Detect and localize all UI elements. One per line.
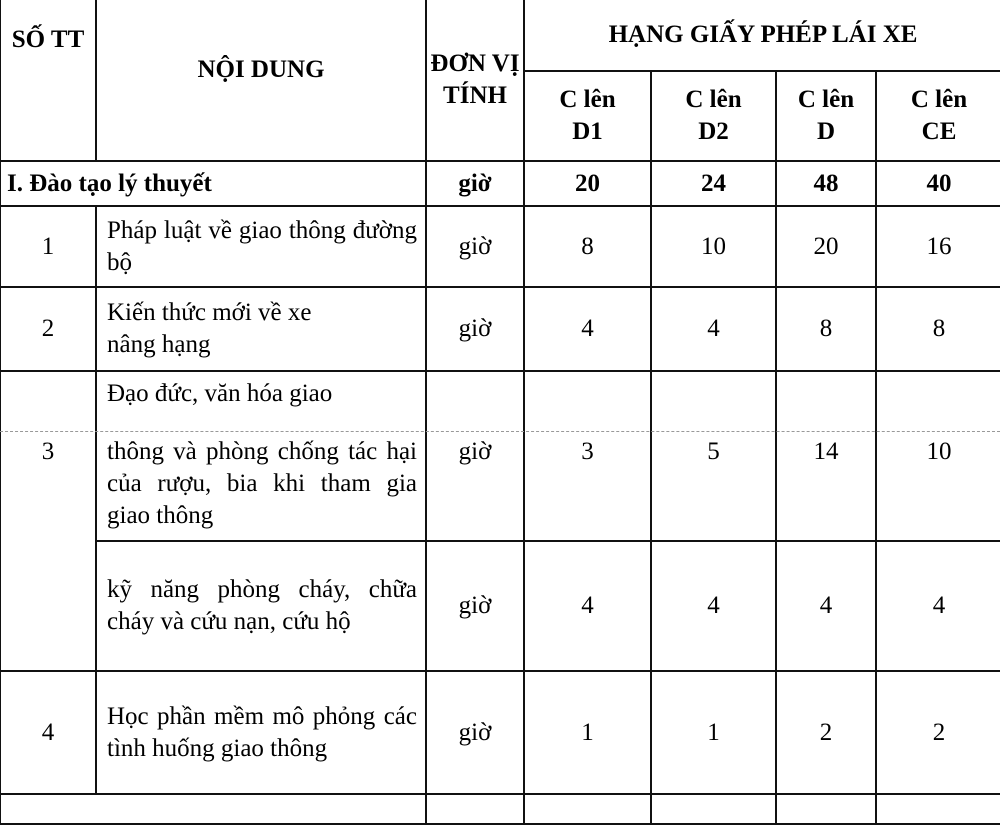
table-row [0, 541, 1000, 671]
section-row [0, 161, 1000, 206]
row-value: 2 [776, 671, 876, 794]
section-value: 20 [524, 161, 651, 206]
header-class: C lên CE [876, 71, 1000, 161]
page-break-line [0, 431, 1000, 432]
empty-cell [426, 794, 524, 824]
row-no: 3 [0, 371, 96, 671]
row-value: 2 [876, 671, 1000, 794]
row-content: Kiến thức mới về xe nâng hạng [96, 287, 426, 371]
row-value: 4 [651, 541, 776, 671]
row-value: 8 [876, 287, 1000, 371]
row-content [96, 371, 426, 541]
row-value: 8 [524, 206, 651, 287]
row-unit: giờ [426, 541, 524, 671]
table-row [0, 794, 1000, 824]
row-value: 10 [651, 206, 776, 287]
header-hang-gplx: HẠNG GIẤY PHÉP LÁI XE [524, 0, 1000, 71]
empty-cell [776, 794, 876, 824]
table-row [0, 671, 1000, 794]
row-value: 4 [524, 541, 651, 671]
row-content-top: Đạo đức, văn hóa giao [107, 380, 333, 407]
header-so-tt: SỐ TT [0, 0, 96, 161]
row-value: 1 [524, 671, 651, 794]
row-unit: giờ [426, 287, 524, 371]
row-value: 1 [651, 671, 776, 794]
row-unit: giờ [426, 371, 524, 541]
header-don-vi-tinh: ĐƠN VỊ TÍNH [426, 0, 524, 161]
row-value: 3 [524, 371, 651, 541]
empty-cell [651, 794, 776, 824]
header-class: C lên D1 [524, 71, 651, 161]
table-row [0, 287, 1000, 371]
row-no: 4 [0, 671, 96, 794]
table-row [0, 206, 1000, 287]
header-class: C lên D [776, 71, 876, 161]
header-class: C lên D2 [651, 71, 776, 161]
row-no: 2 [0, 287, 96, 371]
row-value: 20 [776, 206, 876, 287]
empty-cell [0, 794, 426, 824]
header-noi-dung: NỘI DUNG [96, 0, 426, 161]
row-content-rest: thông và phòng chống tác hại của rượu, bia khi tham gia giao thông [107, 438, 417, 529]
section-unit: giờ [426, 161, 524, 206]
row-content: Pháp luật về giao thông đường bộ [96, 206, 426, 287]
section-title: I. Đào tạo lý thuyết [0, 161, 426, 206]
row-value: 8 [776, 287, 876, 371]
row-unit: giờ [426, 671, 524, 794]
row-value: 4 [524, 287, 651, 371]
row-no: 1 [0, 206, 96, 287]
row-content: Học phần mềm mô phỏng các tình huống giao thông [96, 671, 426, 794]
section-value: 48 [776, 161, 876, 206]
table-row [0, 371, 1000, 541]
empty-cell [524, 794, 651, 824]
section-value: 24 [651, 161, 776, 206]
row-content: kỹ năng phòng cháy, chữa cháy và cứu nạn, cứu hộ [96, 541, 426, 671]
row-unit: giờ [426, 206, 524, 287]
row-value: 4 [651, 287, 776, 371]
empty-cell [876, 794, 1000, 824]
row-value: 5 [651, 371, 776, 541]
section-value: 40 [876, 161, 1000, 206]
row-value: 14 [776, 371, 876, 541]
row-value: 16 [876, 206, 1000, 287]
row-value: 10 [876, 371, 1000, 541]
row-value: 4 [876, 541, 1000, 671]
row-value: 4 [776, 541, 876, 671]
